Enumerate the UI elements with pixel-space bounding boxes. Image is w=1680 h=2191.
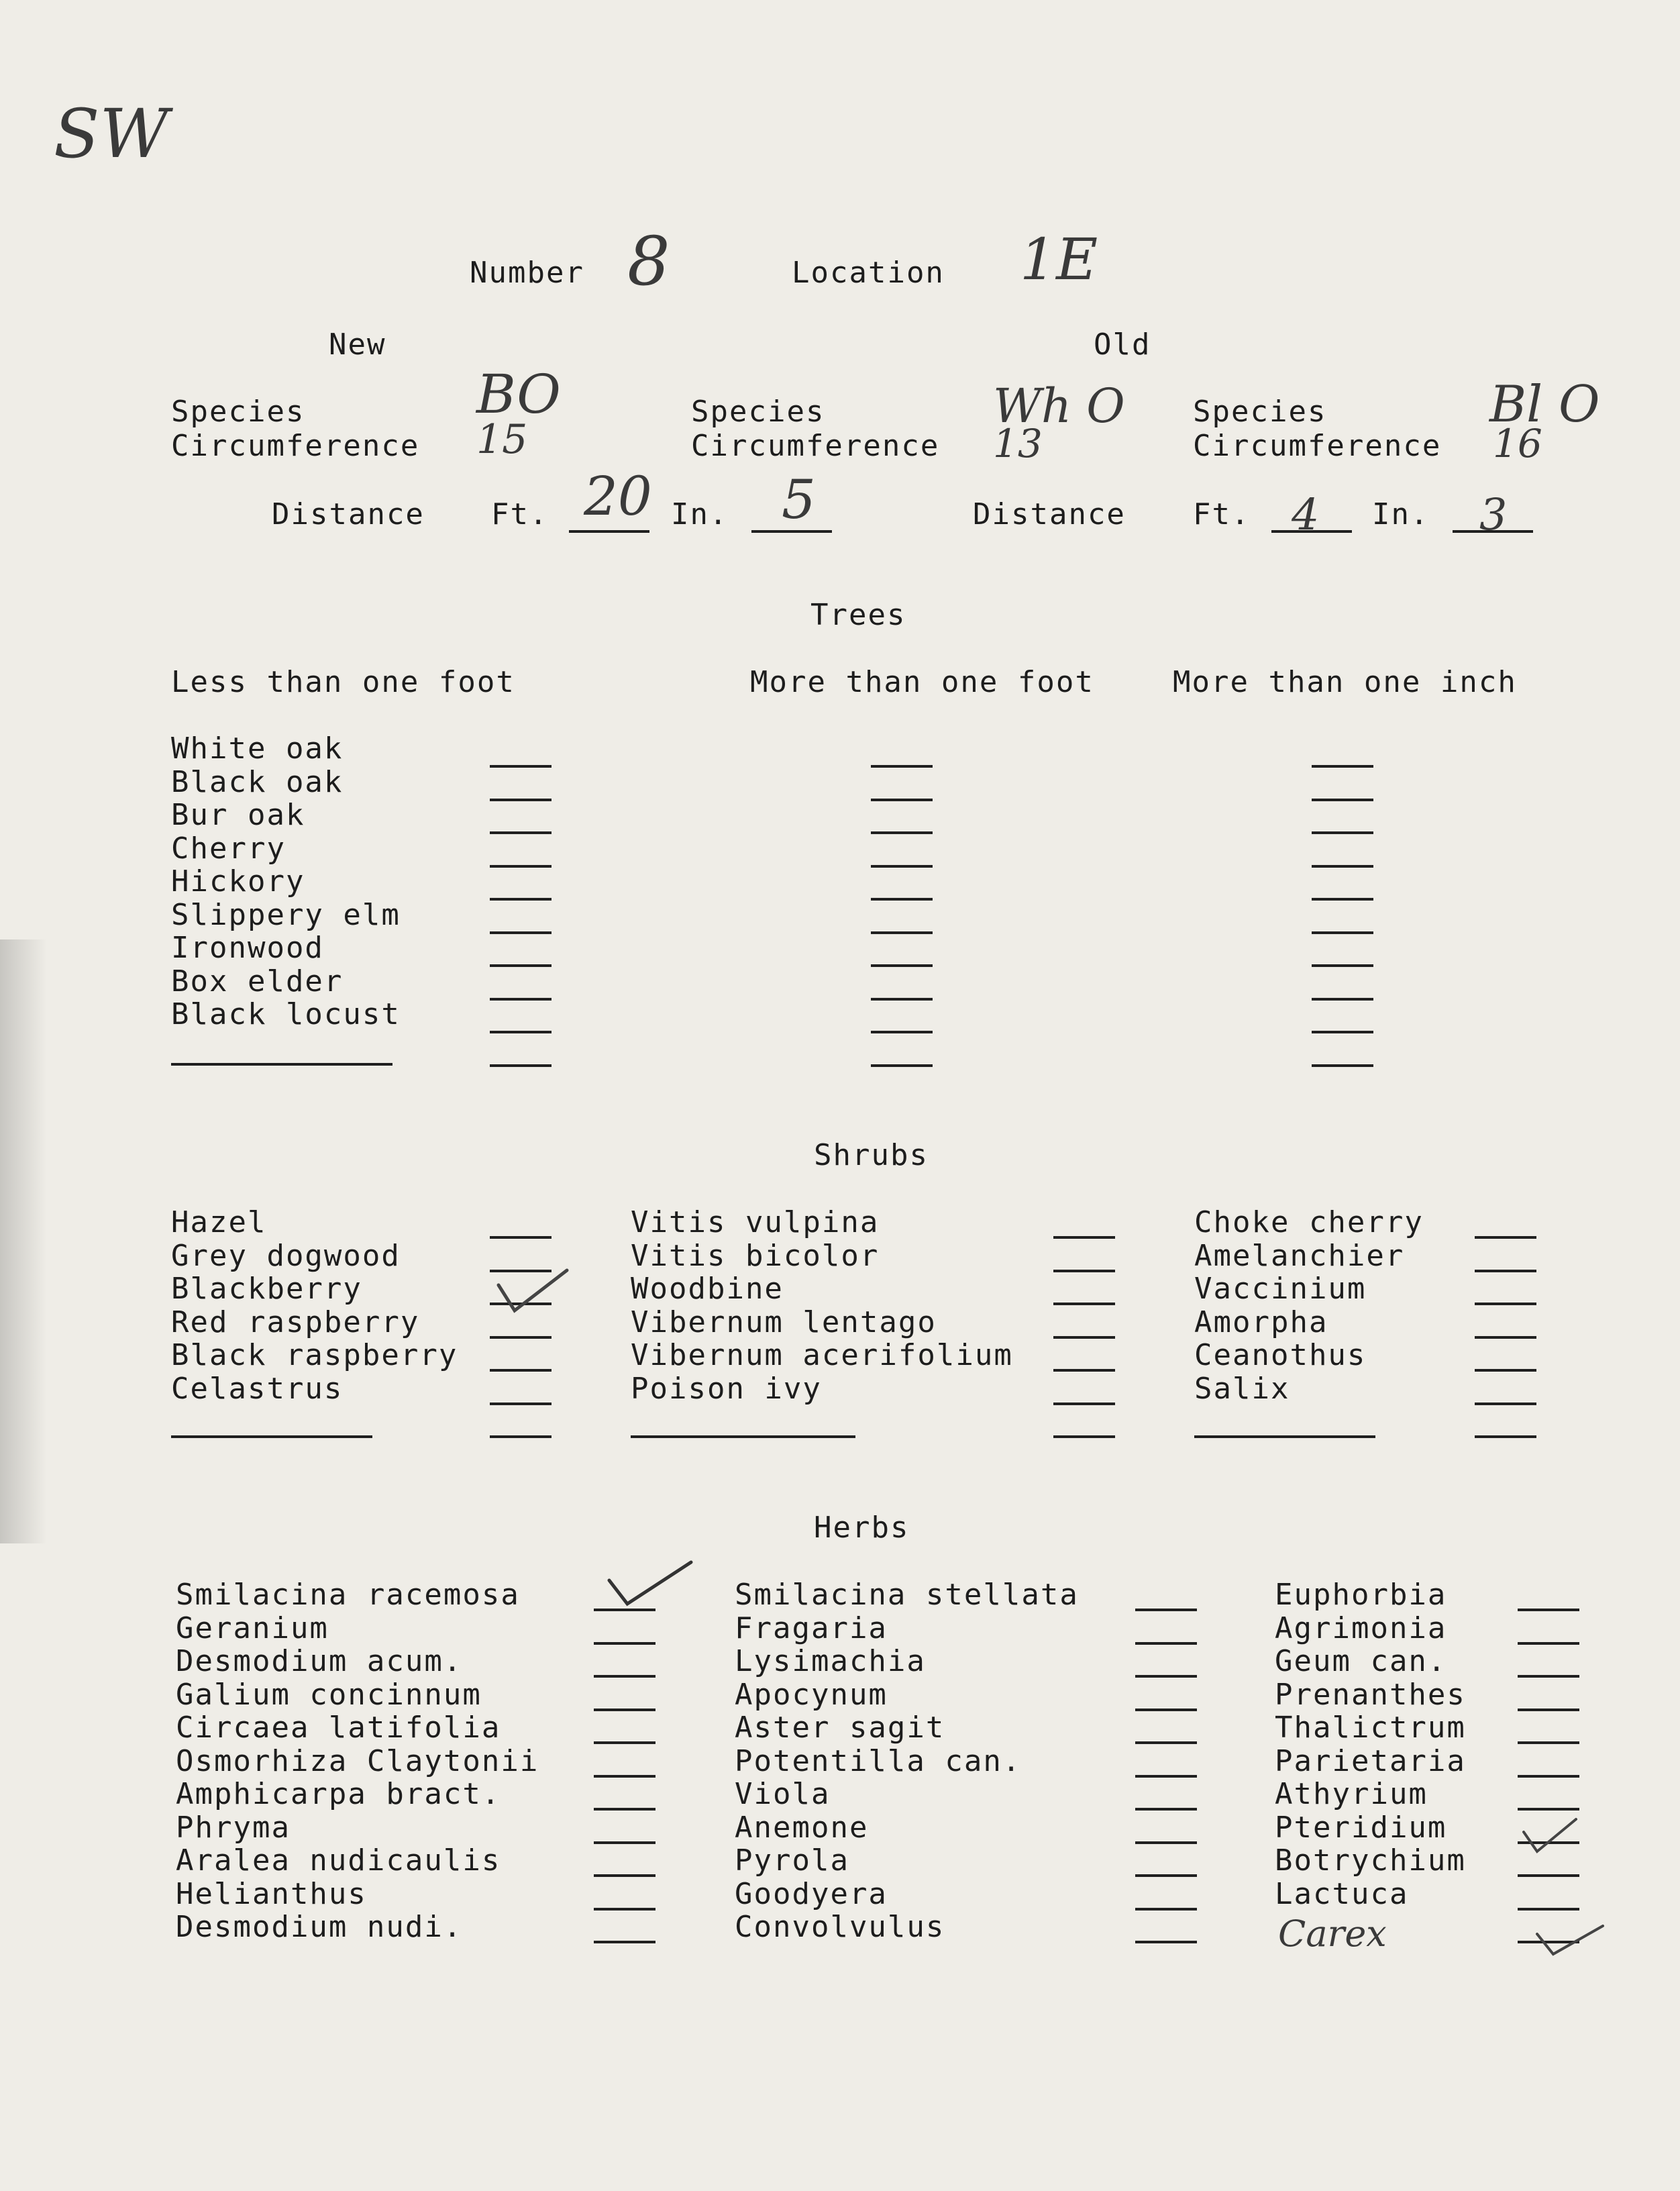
old1-species-value[interactable]: Wh O xyxy=(993,378,1125,434)
tree-tally-line[interactable] xyxy=(871,765,933,768)
shrub-write-in-line[interactable] xyxy=(1194,1435,1375,1438)
herb-name: Desmodium acum. xyxy=(176,1644,463,1678)
location-label: Location xyxy=(792,256,945,290)
herb-tally-line[interactable] xyxy=(1135,1841,1197,1844)
old1-circumference-label: Circumference xyxy=(691,429,940,463)
shrub-name: Red raspberry xyxy=(171,1305,420,1339)
herb-tally-line[interactable] xyxy=(1135,1941,1197,1943)
shrub-tally-line[interactable] xyxy=(1475,1303,1536,1305)
tree-tally-line[interactable] xyxy=(871,865,933,868)
old1-in-line xyxy=(1453,530,1533,533)
trees-col-header-3: More than one inch xyxy=(1173,665,1517,699)
herb-tally-line[interactable] xyxy=(1518,1775,1579,1778)
herb-name: Aster sagit xyxy=(735,1711,945,1745)
tree-name: Black locust xyxy=(171,997,401,1031)
new-in-line xyxy=(751,530,832,533)
herb-name: Phryma xyxy=(176,1810,291,1845)
old1-circumference-value[interactable]: 13 xyxy=(993,421,1043,466)
new-in-value[interactable]: 5 xyxy=(782,468,816,531)
herb-name: Desmodium nudi. xyxy=(176,1910,463,1944)
shrub-tally-line[interactable] xyxy=(490,1403,552,1405)
tree-name: Hickory xyxy=(171,864,305,899)
tree-tally-line[interactable] xyxy=(1312,865,1373,868)
tree-tally-line[interactable] xyxy=(490,931,552,934)
shrub-name: Amelanchier xyxy=(1194,1238,1405,1273)
tree-tally-line[interactable] xyxy=(490,831,552,834)
new-species-label: Species xyxy=(171,395,305,429)
herb-name: Goodyera xyxy=(735,1876,888,1911)
old1-in-label: In. xyxy=(1372,497,1430,531)
herb-tally-line[interactable] xyxy=(594,1741,655,1744)
old2-circumference-value[interactable]: 16 xyxy=(1493,421,1542,466)
new-ft-label: Ft. xyxy=(491,497,549,531)
new-ft-value[interactable]: 20 xyxy=(584,465,652,527)
herb-name: Geranium xyxy=(176,1611,329,1645)
shrub-tally-line[interactable] xyxy=(1053,1403,1115,1405)
shrub-tally-line[interactable] xyxy=(490,1336,552,1339)
shrub-name: Woodbine xyxy=(631,1272,784,1306)
trees-col-header-2: More than one foot xyxy=(750,665,1094,699)
old1-ft-label: Ft. xyxy=(1193,497,1251,531)
herb-name: Aralea nudicaulis xyxy=(176,1843,501,1878)
new-distance-label: Distance xyxy=(272,497,425,531)
shrub-tally-line[interactable] xyxy=(1053,1336,1115,1339)
herb-name: Fragaria xyxy=(735,1611,888,1645)
old2-species-label: Species xyxy=(1193,395,1327,429)
old1-in-value[interactable]: 3 xyxy=(1479,490,1508,540)
shrub-name: Poison ivy xyxy=(631,1371,822,1406)
herb-name: Apocynum xyxy=(735,1677,888,1712)
herb-handwritten-carex[interactable]: Carex xyxy=(1278,1913,1387,1955)
shrub-name: Black raspberry xyxy=(171,1338,458,1372)
herb-name: Amphicarpa bract. xyxy=(176,1777,501,1811)
shrub-tally-line[interactable] xyxy=(1475,1369,1536,1372)
herb-tally-line[interactable] xyxy=(1518,1609,1579,1611)
new-species-value[interactable]: BO xyxy=(476,363,561,425)
shrub-tally-line[interactable] xyxy=(1053,1369,1115,1372)
herb-name: Smilacina stellata xyxy=(735,1578,1079,1612)
herb-tally-line[interactable] xyxy=(1518,1908,1579,1910)
tree-tally-line[interactable] xyxy=(871,898,933,901)
herb-tally-line[interactable] xyxy=(1135,1808,1197,1811)
trees-col-header-1: Less than one foot xyxy=(171,665,515,699)
shrub-tally-line[interactable] xyxy=(1475,1336,1536,1339)
new-in-label: In. xyxy=(671,497,729,531)
tree-name: Box elder xyxy=(171,964,344,999)
tree-tally-line[interactable] xyxy=(490,964,552,967)
new-circumference-label: Circumference xyxy=(171,429,420,463)
herb-tally-line[interactable] xyxy=(1518,1808,1579,1811)
shrub-name: Amorpha xyxy=(1194,1305,1328,1339)
paper-edge-shadow xyxy=(0,939,47,1543)
herb-name: Viola xyxy=(735,1777,831,1811)
shrub-name: Blackberry xyxy=(171,1272,362,1306)
shrub-tally-line[interactable] xyxy=(490,1369,552,1372)
herb-name: Geum can. xyxy=(1275,1644,1447,1678)
herb-name: Athyrium xyxy=(1275,1777,1428,1811)
tree-tally-line[interactable] xyxy=(1312,931,1373,934)
herb-tally-line[interactable] xyxy=(1135,1908,1197,1910)
tree-tally-line[interactable] xyxy=(871,964,933,967)
herb-tally-line[interactable] xyxy=(594,1941,655,1943)
tree-tally-line[interactable] xyxy=(490,1031,552,1033)
check-icon xyxy=(1533,1919,1607,1959)
tree-name: White oak xyxy=(171,731,344,766)
tree-tally-line[interactable] xyxy=(871,799,933,801)
shrub-tally-line[interactable] xyxy=(1053,1236,1115,1239)
herb-name: Lysimachia xyxy=(735,1644,926,1678)
shrub-name: Vibernum acerifolium xyxy=(631,1338,1013,1372)
herb-name: Prenanthes xyxy=(1275,1677,1466,1712)
number-label: Number xyxy=(470,256,584,290)
herb-tally-line[interactable] xyxy=(1135,1741,1197,1744)
shrub-name: Hazel xyxy=(171,1205,267,1239)
herb-tally-line[interactable] xyxy=(1518,1709,1579,1711)
tree-name: Slippery elm xyxy=(171,897,401,932)
shrub-tally-line[interactable] xyxy=(490,1236,552,1239)
shrub-name: Vitis vulpina xyxy=(631,1205,880,1239)
tree-tally-line[interactable] xyxy=(871,1064,933,1067)
herb-name: Potentilla can. xyxy=(735,1743,1022,1778)
shrub-name: Salix xyxy=(1194,1371,1290,1406)
herb-tally-line[interactable] xyxy=(1135,1642,1197,1645)
shrub-name: Choke cherry xyxy=(1194,1205,1424,1239)
herb-name: Osmorhiza Claytonii xyxy=(176,1743,539,1778)
herb-tally-line[interactable] xyxy=(594,1808,655,1811)
tree-name: Ironwood xyxy=(171,931,324,965)
check-icon xyxy=(493,1265,574,1319)
herb-name: Circaea latifolia xyxy=(176,1711,501,1745)
herb-name: Euphorbia xyxy=(1275,1578,1447,1612)
herb-tally-line[interactable] xyxy=(594,1642,655,1645)
old1-species-label: Species xyxy=(691,395,825,429)
herb-name: Agrimonia xyxy=(1275,1611,1447,1645)
herb-name: Helianthus xyxy=(176,1876,367,1911)
tree-name: Black oak xyxy=(171,764,344,799)
shrub-tally-line[interactable] xyxy=(1475,1270,1536,1272)
shrub-tally-line[interactable] xyxy=(1475,1236,1536,1239)
herb-tally-line[interactable] xyxy=(594,1908,655,1910)
tree-tally-line[interactable] xyxy=(1312,799,1373,801)
shrub-name: Vibernum lentago xyxy=(631,1305,937,1339)
herb-tally-line[interactable] xyxy=(1518,1741,1579,1744)
old2-circumference-label: Circumference xyxy=(1193,429,1442,463)
herb-tally-line[interactable] xyxy=(594,1709,655,1711)
herb-name: Lactuca xyxy=(1275,1876,1409,1911)
tree-name: Bur oak xyxy=(171,798,305,832)
old1-distance-label: Distance xyxy=(973,497,1126,531)
herb-name: Anemone xyxy=(735,1810,869,1845)
herb-tally-line[interactable] xyxy=(1135,1874,1197,1877)
tree-tally-line[interactable] xyxy=(1312,831,1373,834)
herb-tally-line[interactable] xyxy=(1518,1874,1579,1877)
herb-name: Galium concinnum xyxy=(176,1677,482,1712)
shrubs-title: Shrubs xyxy=(814,1138,929,1172)
herb-tally-line[interactable] xyxy=(1135,1775,1197,1778)
tree-tally-line[interactable] xyxy=(871,831,933,834)
herb-tally-line[interactable] xyxy=(1135,1675,1197,1678)
tree-tally-line[interactable] xyxy=(490,865,552,868)
number-value[interactable]: 8 xyxy=(627,222,670,301)
shrub-write-in-line[interactable] xyxy=(631,1435,855,1438)
tree-tally-line[interactable] xyxy=(871,1031,933,1033)
shrub-tally-line[interactable] xyxy=(490,1435,552,1438)
shrub-name: Grey dogwood xyxy=(171,1238,401,1273)
herb-tally-line[interactable] xyxy=(1135,1709,1197,1711)
shrub-tally-line[interactable] xyxy=(1475,1435,1536,1438)
old-label: Old xyxy=(1094,327,1151,362)
tree-tally-line[interactable] xyxy=(490,898,552,901)
shrub-tally-line[interactable] xyxy=(1053,1270,1115,1272)
tree-tally-line[interactable] xyxy=(1312,1031,1373,1033)
old1-ft-value[interactable]: 4 xyxy=(1292,490,1320,540)
new-ft-line xyxy=(569,530,649,533)
tree-tally-line[interactable] xyxy=(490,765,552,768)
tree-tally-line[interactable] xyxy=(490,799,552,801)
shrub-tally-line[interactable] xyxy=(1053,1435,1115,1438)
shrub-name: Celastrus xyxy=(171,1371,344,1406)
tree-tally-line[interactable] xyxy=(1312,1064,1373,1067)
shrub-name: Vaccinium xyxy=(1194,1272,1367,1306)
tree-tally-line[interactable] xyxy=(490,1064,552,1067)
tree-tally-line[interactable] xyxy=(871,998,933,1001)
check-icon xyxy=(604,1557,698,1611)
tree-tally-line[interactable] xyxy=(1312,998,1373,1001)
tree-tally-line[interactable] xyxy=(1312,964,1373,967)
tree-name: Cherry xyxy=(171,831,286,866)
herb-tally-line[interactable] xyxy=(1518,1642,1579,1645)
tree-write-in-line[interactable] xyxy=(171,1063,392,1066)
shrub-tally-line[interactable] xyxy=(1053,1303,1115,1305)
shrub-tally-line[interactable] xyxy=(1475,1403,1536,1405)
corner-note: SW xyxy=(54,95,169,173)
shrub-name: Vitis bicolor xyxy=(631,1238,880,1273)
old1-ft-line xyxy=(1271,530,1352,533)
new-circumference-value[interactable]: 15 xyxy=(476,416,528,463)
herb-tally-line[interactable] xyxy=(594,1775,655,1778)
tree-tally-line[interactable] xyxy=(871,931,933,934)
old2-species-value[interactable]: Bl O xyxy=(1489,374,1600,434)
shrub-name: Ceanothus xyxy=(1194,1338,1367,1372)
check-icon xyxy=(1520,1815,1580,1855)
herb-tally-line[interactable] xyxy=(1135,1609,1197,1611)
herb-tally-line[interactable] xyxy=(594,1841,655,1844)
herb-name: Thalictrum xyxy=(1275,1711,1466,1745)
tree-tally-line[interactable] xyxy=(1312,765,1373,768)
herb-tally-line[interactable] xyxy=(594,1675,655,1678)
tree-tally-line[interactable] xyxy=(490,998,552,1001)
trees-title: Trees xyxy=(810,598,906,632)
new-label: New xyxy=(329,327,386,362)
herbs-title: Herbs xyxy=(814,1511,910,1545)
herb-name: Botrychium xyxy=(1275,1843,1466,1878)
shrub-write-in-line[interactable] xyxy=(171,1435,372,1438)
herb-name: Smilacina racemosa xyxy=(176,1578,520,1612)
tree-tally-line[interactable] xyxy=(1312,898,1373,901)
herb-name: Parietaria xyxy=(1275,1743,1466,1778)
location-value[interactable]: 1E xyxy=(1020,227,1098,293)
herb-name: Pyrola xyxy=(735,1843,849,1878)
herb-name: Pteridium xyxy=(1275,1810,1447,1845)
herb-tally-line[interactable] xyxy=(594,1874,655,1877)
herb-tally-line[interactable] xyxy=(1518,1675,1579,1678)
herb-name: Convolvulus xyxy=(735,1910,945,1944)
